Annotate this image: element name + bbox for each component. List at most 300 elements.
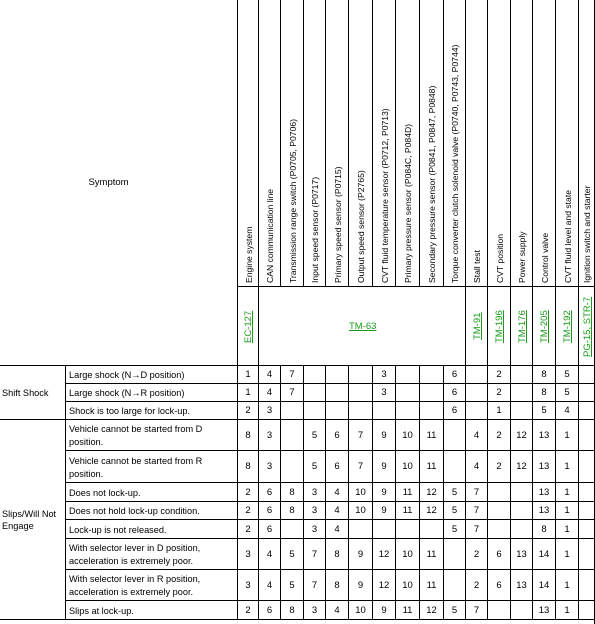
priority-value: 14 (538, 579, 550, 591)
priority-cell (420, 384, 444, 402)
ref-cell (533, 287, 556, 366)
priority-cell (396, 502, 420, 520)
priority-cell (281, 570, 304, 601)
priority-cell (466, 539, 488, 570)
column-header-label: Transmission range switch (P0705, P0706) (287, 119, 298, 283)
priority-cell (579, 520, 595, 539)
priority-cell (281, 366, 304, 384)
priority-cell (326, 539, 349, 570)
priority-cell (533, 483, 556, 502)
priority-cell (326, 402, 349, 420)
symptom-text: Large shock (N→R position) (69, 388, 185, 398)
symptom-cell (66, 601, 238, 620)
priority-value: 10 (402, 461, 413, 472)
priority-cell (511, 366, 533, 384)
priority-cell (259, 402, 281, 420)
priority-cell (533, 520, 556, 539)
priority-cell (579, 420, 595, 451)
priority-cell (373, 570, 396, 601)
priority-value: 5 (289, 548, 295, 560)
priority-cell (556, 502, 579, 520)
priority-cell (420, 570, 444, 601)
priority-value: 8 (541, 369, 547, 380)
column-header-label: CVT position (494, 233, 505, 283)
priority-value: 6 (496, 548, 502, 560)
priority-cell (373, 520, 396, 539)
column-header-label: CVT fluid level and state (562, 190, 573, 283)
ref-link[interactable]: TM-176 (516, 310, 528, 343)
column-header (373, 0, 396, 287)
priority-cell (511, 402, 533, 420)
priority-cell (373, 451, 396, 483)
column-header (396, 0, 420, 287)
priority-cell (466, 483, 488, 502)
priority-cell (511, 451, 533, 483)
priority-cell (396, 402, 420, 420)
priority-cell (396, 520, 420, 539)
priority-cell (579, 384, 595, 402)
priority-value: 3 (311, 486, 318, 498)
column-header (488, 0, 511, 287)
symptom-text: Slips at lock-up. (69, 605, 134, 616)
priority-value: 12 (378, 548, 390, 560)
ref-link[interactable]: TM-196 (494, 310, 505, 343)
priority-cell (304, 366, 326, 384)
column-header (444, 0, 466, 287)
symptom-header-label: Symptom (88, 177, 129, 188)
priority-cell (304, 601, 326, 620)
priority-cell (511, 601, 533, 620)
ref-link[interactable]: EC-127 (243, 310, 254, 343)
priority-cell (349, 451, 373, 483)
column-header (579, 0, 595, 287)
priority-cell (579, 366, 595, 384)
priority-cell (511, 520, 533, 539)
priority-value: 4 (334, 505, 340, 516)
priority-value: 5 (451, 604, 458, 616)
ref-cell (488, 287, 511, 366)
priority-cell (281, 384, 304, 402)
priority-value: 10 (402, 548, 413, 560)
priority-value: 2 (245, 405, 251, 416)
column-header-label: Engine system (243, 226, 254, 283)
priority-cell (420, 420, 444, 451)
priority-cell (396, 451, 420, 483)
priority-cell (466, 384, 488, 402)
priority-value: 4 (266, 369, 273, 380)
symptom-cell (66, 539, 238, 570)
priority-value: 2 (245, 486, 251, 498)
priority-cell (466, 366, 488, 384)
priority-value: 3 (266, 461, 273, 472)
priority-cell (373, 502, 396, 520)
priority-value: 7 (473, 505, 480, 516)
priority-cell (420, 520, 444, 539)
priority-value: 6 (266, 505, 273, 516)
category-cell (0, 420, 66, 620)
priority-value: 12 (516, 461, 527, 472)
priority-cell (556, 384, 579, 402)
column-header-label: Power supply (517, 231, 527, 283)
priority-value: 11 (402, 486, 413, 498)
priority-value: 1 (245, 369, 251, 380)
priority-cell (304, 483, 326, 502)
priority-value: 1 (564, 548, 570, 560)
priority-value: 12 (378, 579, 390, 591)
priority-cell (488, 384, 511, 402)
column-header-label: Ignition switch and starter (582, 185, 592, 283)
symptom-cell (66, 570, 238, 601)
ref-cell (579, 287, 595, 366)
priority-value: 8 (541, 523, 547, 535)
priority-value: 6 (496, 579, 502, 591)
ref-cell (511, 287, 533, 366)
priority-cell (444, 366, 466, 384)
priority-cell (259, 502, 281, 520)
priority-cell (511, 483, 533, 502)
priority-cell (488, 520, 511, 539)
priority-cell (238, 520, 259, 539)
priority-cell (511, 420, 533, 451)
priority-cell (373, 384, 396, 402)
column-header (326, 0, 349, 287)
priority-value: 10 (355, 604, 366, 616)
priority-cell (304, 420, 326, 451)
priority-value: 1 (564, 523, 570, 535)
priority-value: 5 (564, 369, 570, 380)
column-header (511, 0, 533, 287)
priority-value: 6 (451, 369, 458, 380)
priority-cell (466, 601, 488, 620)
column-header (238, 0, 259, 287)
priority-value: 13 (538, 604, 550, 616)
symptom-text: Shock is too large for lock-up. (69, 406, 191, 416)
priority-cell (444, 520, 466, 539)
priority-cell (556, 420, 579, 451)
priority-cell (488, 402, 511, 420)
priority-cell (511, 384, 533, 402)
priority-cell (396, 539, 420, 570)
priority-cell (349, 570, 373, 601)
priority-cell (238, 384, 259, 402)
priority-value: 13 (538, 486, 550, 498)
column-header-label: Primary pressure sensor (P084C, P084D) (403, 123, 413, 283)
priority-value: 7 (357, 461, 364, 472)
priority-cell (444, 420, 466, 451)
priority-value: 4 (266, 387, 273, 398)
priority-cell (488, 451, 511, 483)
priority-value: 7 (473, 486, 480, 498)
priority-cell (533, 570, 556, 601)
priority-cell (556, 483, 579, 502)
priority-cell (304, 502, 326, 520)
priority-cell (556, 402, 579, 420)
priority-cell (444, 539, 466, 570)
symptom-cell (66, 402, 238, 420)
priority-cell (326, 420, 349, 451)
symptom-cell (66, 366, 238, 384)
priority-cell (238, 570, 259, 601)
column-header-label: CVT fluid temperature sensor (P0712, P0713) (379, 108, 390, 283)
symptom-cell (66, 483, 238, 502)
priority-cell (488, 539, 511, 570)
priority-cell (281, 539, 304, 570)
column-header-label: Secondary pressure sensor (P0841, P0847, P0848) (427, 85, 437, 283)
priority-cell (488, 366, 511, 384)
priority-value: 9 (381, 604, 387, 616)
priority-cell (511, 570, 533, 601)
symptom-cell (66, 451, 238, 483)
priority-value: 5 (311, 461, 318, 472)
priority-value: 2 (496, 461, 502, 472)
priority-cell (488, 420, 511, 451)
priority-value: 13 (538, 505, 550, 516)
priority-cell (420, 366, 444, 384)
priority-cell (373, 402, 396, 420)
priority-cell (259, 539, 281, 570)
column-header (259, 0, 281, 287)
priority-cell (259, 570, 281, 601)
priority-value: 8 (289, 505, 295, 516)
priority-cell (238, 601, 259, 620)
symptom-text: Vehicle cannot be started from R position. (69, 455, 203, 479)
priority-cell (396, 601, 420, 620)
priority-cell (281, 483, 304, 502)
ref-cell (259, 287, 466, 366)
priority-cell (533, 451, 556, 483)
symptom-text: Large shock (N→D position) (69, 370, 185, 380)
symptom-text: With selector lever in R position, acceleration is extremely poor. (69, 574, 201, 597)
priority-cell (444, 570, 466, 601)
priority-cell (259, 601, 281, 620)
priority-value: 9 (381, 505, 387, 516)
priority-cell (556, 601, 579, 620)
priority-cell (326, 366, 349, 384)
symptom-cell (66, 420, 238, 451)
priority-value: 6 (451, 387, 458, 398)
priority-value: 6 (266, 523, 273, 535)
priority-cell (466, 451, 488, 483)
column-header (533, 0, 556, 287)
priority-value: 8 (289, 486, 295, 498)
priority-value: 7 (473, 523, 480, 535)
column-header-label: Torque converter clutch solenoid valve (P0740, P0743, P0744) (450, 44, 460, 283)
priority-value: 7 (311, 548, 318, 560)
priority-cell (533, 601, 556, 620)
priority-value: 8 (245, 461, 251, 472)
ref-link[interactable]: TM-91 (471, 312, 483, 340)
priority-cell (304, 402, 326, 420)
priority-value: 5 (451, 523, 458, 535)
priority-value: 13 (538, 429, 550, 441)
priority-value: 3 (266, 405, 273, 416)
priority-cell (579, 451, 595, 483)
priority-cell (304, 384, 326, 402)
priority-cell (259, 384, 281, 402)
priority-value: 1 (564, 429, 570, 441)
priority-cell (396, 570, 420, 601)
symptom-header (0, 0, 238, 366)
priority-cell (326, 502, 349, 520)
priority-value: 2 (245, 604, 251, 616)
priority-value: 7 (289, 369, 295, 380)
priority-cell (304, 570, 326, 601)
priority-cell (238, 539, 259, 570)
priority-cell (533, 502, 556, 520)
priority-value: 4 (334, 486, 340, 498)
priority-value: 10 (355, 505, 366, 516)
priority-value: 5 (311, 429, 318, 441)
priority-cell (281, 502, 304, 520)
priority-value: 6 (334, 429, 340, 441)
priority-value: 11 (426, 548, 437, 560)
ref-cell (238, 287, 259, 366)
priority-value: 6 (334, 461, 340, 472)
priority-cell (349, 601, 373, 620)
priority-value: 9 (381, 486, 387, 498)
priority-cell (396, 420, 420, 451)
priority-cell (533, 539, 556, 570)
priority-cell (349, 420, 373, 451)
priority-cell (396, 483, 420, 502)
priority-value: 8 (245, 429, 251, 441)
priority-value: 8 (541, 387, 547, 398)
priority-cell (444, 601, 466, 620)
column-header-label: Input speed sensor (P0717) (310, 176, 320, 283)
symptom-text: With selector lever in D position, acceleration is extremely poor. (69, 543, 201, 566)
priority-cell (259, 483, 281, 502)
priority-value: 3 (245, 548, 251, 560)
priority-cell (349, 384, 373, 402)
priority-cell (349, 520, 373, 539)
priority-cell (444, 483, 466, 502)
category-label: Shift Shock (2, 387, 49, 398)
priority-cell (259, 520, 281, 539)
priority-value: 3 (311, 505, 318, 516)
priority-value: 4 (473, 461, 480, 472)
symptom-cell (66, 384, 238, 402)
ref-link[interactable]: TM-192 (562, 310, 573, 343)
column-header (304, 0, 326, 287)
priority-cell (556, 539, 579, 570)
priority-value: 2 (245, 523, 251, 535)
priority-cell (511, 502, 533, 520)
priority-value: 11 (426, 579, 437, 591)
priority-cell (579, 539, 595, 570)
priority-cell (259, 420, 281, 451)
priority-cell (533, 402, 556, 420)
priority-cell (466, 502, 488, 520)
priority-value: 12 (516, 429, 527, 441)
priority-cell (444, 402, 466, 420)
priority-value: 3 (381, 387, 387, 398)
priority-cell (326, 451, 349, 483)
priority-cell (281, 601, 304, 620)
priority-value: 2 (496, 429, 502, 441)
priority-value: 2 (496, 387, 502, 398)
priority-value: 13 (516, 579, 527, 591)
priority-cell (373, 601, 396, 620)
priority-cell (349, 402, 373, 420)
priority-cell (579, 402, 595, 420)
priority-value: 4 (334, 604, 340, 616)
priority-cell (488, 483, 511, 502)
priority-value: 11 (426, 461, 437, 472)
priority-value: 10 (402, 429, 413, 441)
priority-value: 6 (266, 486, 273, 498)
priority-value: 6 (451, 405, 458, 416)
priority-value: 2 (473, 579, 480, 591)
priority-value: 7 (311, 579, 318, 591)
priority-cell (259, 366, 281, 384)
priority-cell (533, 384, 556, 402)
symptom-text: Does not hold lock-up condition. (69, 506, 200, 516)
priority-value: 9 (381, 461, 387, 472)
priority-cell (349, 539, 373, 570)
priority-cell (420, 601, 444, 620)
priority-cell (579, 502, 595, 520)
priority-value: 1 (564, 505, 570, 516)
priority-cell (488, 570, 511, 601)
priority-value: 10 (402, 579, 413, 591)
priority-cell (373, 539, 396, 570)
priority-cell (238, 502, 259, 520)
priority-value: 4 (564, 405, 570, 416)
category-label: Slips/Will Not Engage (2, 508, 57, 531)
priority-value: 12 (426, 604, 437, 616)
priority-value: 1 (564, 461, 570, 472)
priority-value: 8 (289, 604, 295, 616)
priority-cell (349, 366, 373, 384)
priority-cell (533, 420, 556, 451)
priority-value: 5 (451, 486, 458, 498)
priority-cell (281, 520, 304, 539)
priority-cell (238, 420, 259, 451)
priority-cell (466, 520, 488, 539)
priority-cell (488, 601, 511, 620)
priority-value: 2 (496, 369, 502, 380)
priority-value: 1 (245, 387, 251, 398)
priority-cell (349, 483, 373, 502)
priority-cell (488, 502, 511, 520)
column-header (349, 0, 373, 287)
priority-value: 10 (355, 486, 366, 498)
symptom-cell (66, 502, 238, 520)
priority-cell (466, 570, 488, 601)
priority-cell (420, 539, 444, 570)
priority-value: 9 (357, 579, 364, 591)
ref-link[interactable]: TM-205 (539, 310, 550, 343)
column-header (281, 0, 304, 287)
priority-value: 2 (473, 548, 480, 560)
priority-value: 7 (289, 387, 295, 398)
column-header (420, 0, 444, 287)
priority-cell (349, 502, 373, 520)
ref-link[interactable]: PG-15, STR-7 (581, 296, 593, 357)
priority-cell (259, 451, 281, 483)
priority-cell (444, 384, 466, 402)
ref-cell (466, 287, 488, 366)
column-header-label: Primary speed sensor (P0715) (332, 166, 343, 283)
priority-cell (373, 483, 396, 502)
priority-cell (396, 384, 420, 402)
priority-value: 13 (516, 548, 527, 560)
priority-cell (556, 451, 579, 483)
priority-value: 4 (334, 523, 340, 535)
priority-cell (579, 483, 595, 502)
priority-value: 7 (357, 429, 364, 441)
ref-link[interactable]: TM-63 (349, 320, 377, 332)
